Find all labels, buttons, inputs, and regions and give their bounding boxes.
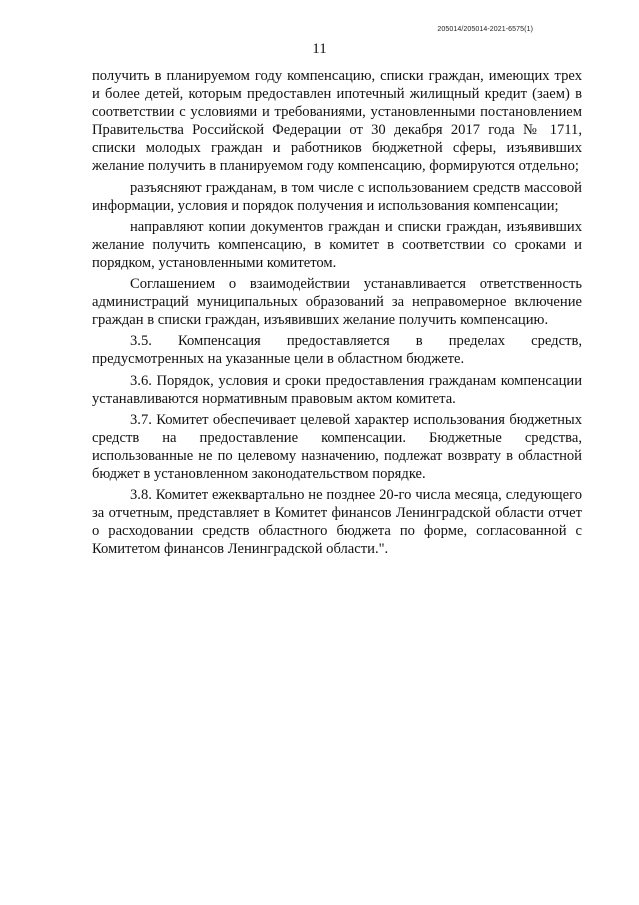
paragraph-3-7: 3.7. Комитет обеспечивает целевой характер использования бюджетных средств на предоставление компенсации. Бюджетные средства, использованные не по целевому назначению, подлежат возврату в областной бюджет в установленном законодательством порядке. (92, 411, 582, 482)
paragraph-3-5: 3.5. Компенсация предоставляется в пределах средств, предусмотренных на указанные цели в областном бюджете. (92, 333, 582, 368)
paragraph-send-copies: направляют копии документов граждан и списки граждан, изъявивших желание получить компенсацию, в комитет в соответствии со сроками и порядком, установленными комитетом. (92, 218, 582, 271)
paragraph-3-8: 3.8. Комитет ежеквартально не позднее 20-го числа месяца, следующего за отчетным, представляет в Комитет финансов Ленинградской области отчет о расходовании средств областного бюджета по форме, согласованной с Комитетом финансов Ленинградской области.". (92, 487, 582, 558)
paragraph-3-6: 3.6. Порядок, условия и сроки предоставления гражданам компенсации устанавливаются нормативным правовым актом комитета. (92, 372, 582, 407)
paragraph-compensation-lists: получить в планируемом году компенсацию, списки граждан, имеющих трех и более детей, которым предоставлен ипотечный жилищный кредит (заем) в соответствии с условиями и требованиями, установленными постановлением Правительства Российской Федерации от 30 декабря 2017 года № 1711, списки молодых граждан и работников бюджетной сферы, изъявивших желание получить в планируемом году компенсацию, формируются отдельно; (92, 68, 582, 175)
paragraph-explain-to-citizens: разъясняют гражданам, в том числе с использованием средств массовой информации, условия и порядок получения и использования компенсации; (92, 179, 582, 214)
paragraph-agreement-responsibility: Соглашением о взаимодействии устанавливается ответственность администраций муниципальных образований за неправомерное включение граждан в списки граждан, изъявивших желание получить компенсацию. (92, 276, 582, 329)
document-id: 205014/205014-2021-6575(1) (437, 26, 533, 33)
document-body (92, 67, 582, 558)
page-number: 11 (312, 41, 327, 57)
